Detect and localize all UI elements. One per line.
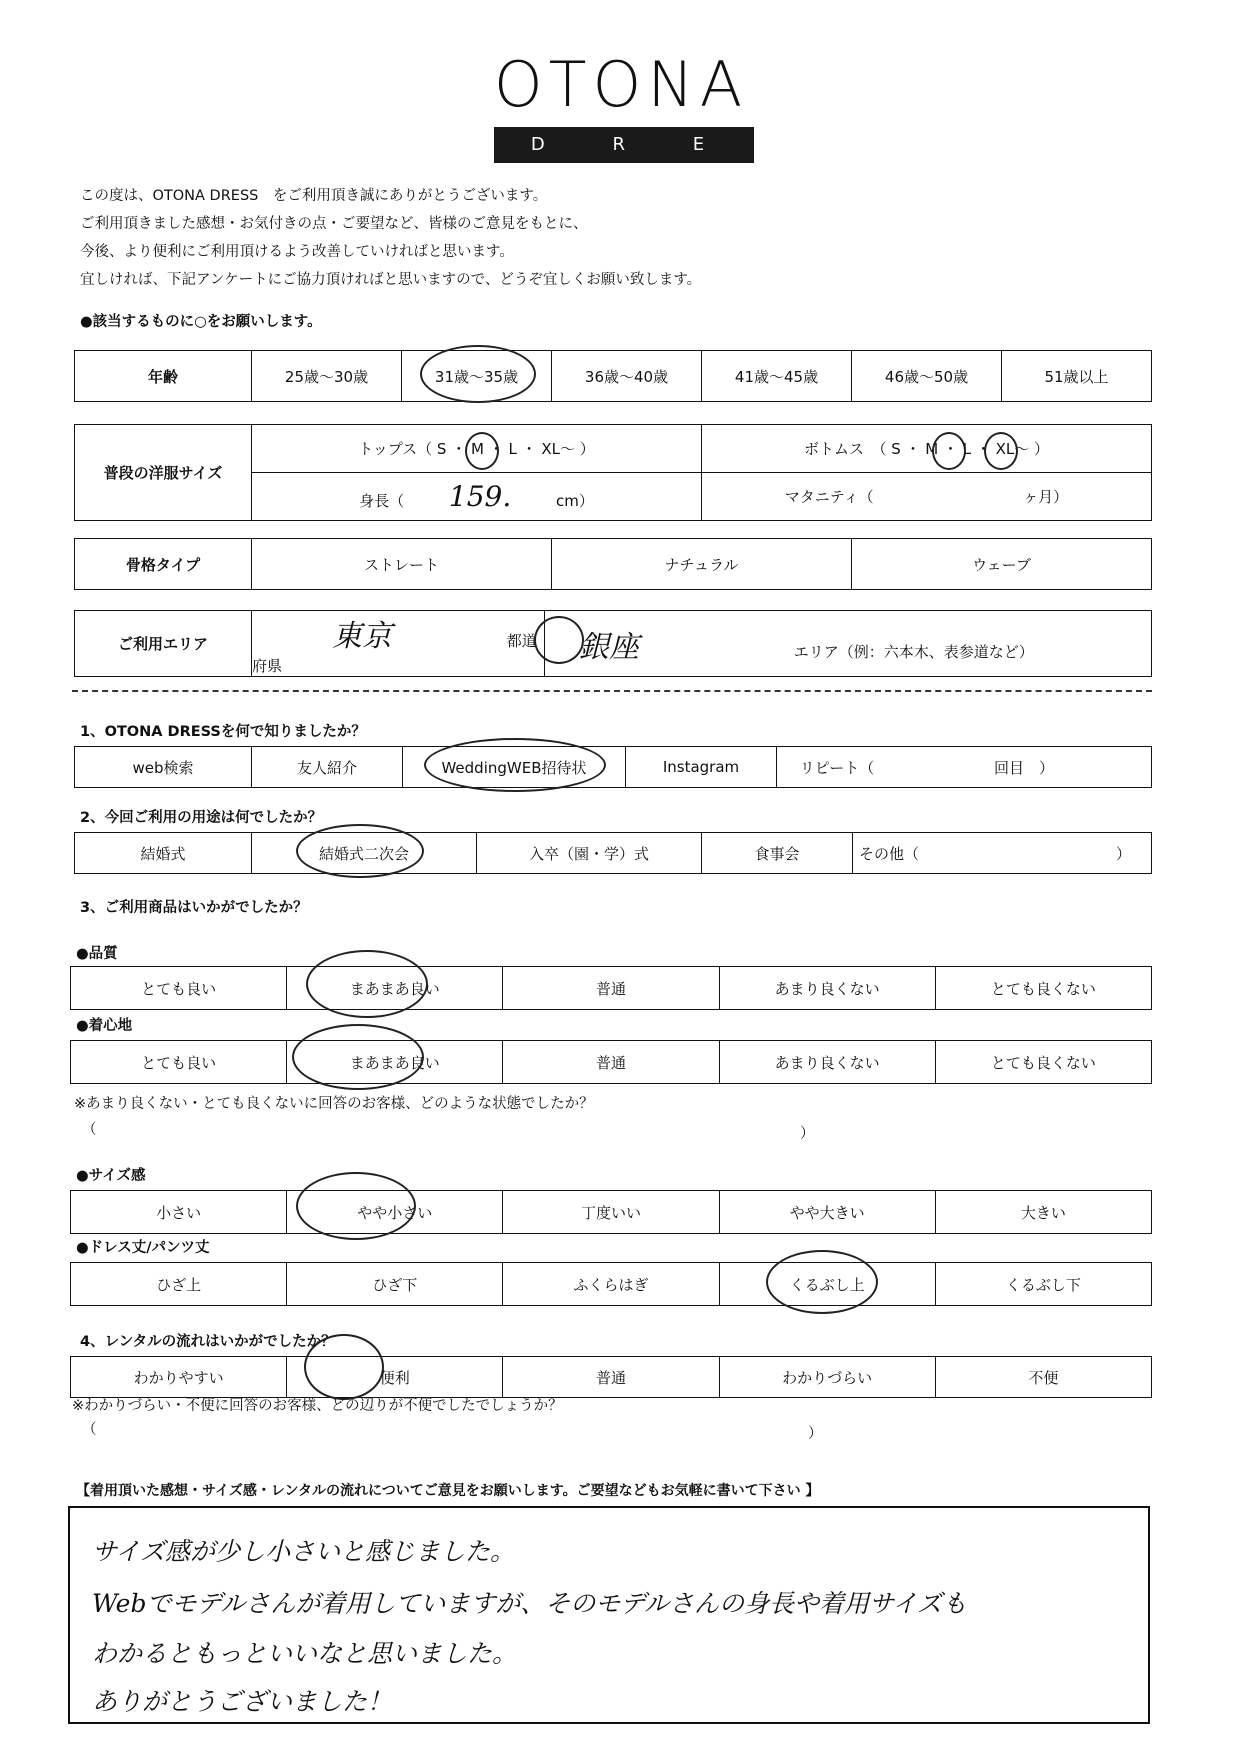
comfort-label: ●着心地 <box>76 1018 133 1034</box>
age-option[interactable]: 25歳～30歳 <box>252 351 402 402</box>
quality-option[interactable]: とても良くない <box>935 967 1151 1010</box>
comment-line: ありがとうございました！ <box>92 1687 393 1716</box>
q1-title: 1、OTONA DRESSを何で知りましたか？ <box>80 724 366 740</box>
q1-table <box>74 746 1152 788</box>
height-value: 159. <box>448 480 512 513</box>
fit-label: ●サイズ感 <box>76 1168 146 1184</box>
selection-circle <box>292 1024 424 1090</box>
selection-circle <box>306 950 428 1018</box>
comfort-option[interactable]: 普通 <box>503 1041 719 1084</box>
age-option[interactable]: 46歳～50歳 <box>852 351 1002 402</box>
q2-title: 2、今回ご利用の用途は何でしたか？ <box>80 810 323 826</box>
selection-circle <box>304 1334 384 1400</box>
length-option[interactable]: ひざ下 <box>287 1263 503 1306</box>
fit-option[interactable]: やや小さい <box>287 1191 503 1234</box>
comfort-answer-open: （ <box>82 1122 97 1138</box>
area-table <box>74 610 1152 677</box>
age-option[interactable]: 41歳～45歳 <box>702 351 852 402</box>
q4-option[interactable]: わかりやすい <box>71 1357 287 1398</box>
area-label: ご利用エリア <box>75 611 252 677</box>
selection-circle <box>534 616 584 664</box>
fit-option[interactable]: 小さい <box>71 1191 287 1234</box>
q2-table <box>74 832 1152 874</box>
selection-circle <box>420 345 536 403</box>
length-option[interactable]: くるぶし下 <box>935 1263 1151 1306</box>
prefecture-label: 都道府県 <box>252 632 537 675</box>
q2-option-other[interactable] <box>853 833 1152 874</box>
area-example-label: エリア（例：六本木、表参道など） <box>793 642 1034 661</box>
quality-option[interactable]: 普通 <box>503 967 719 1010</box>
comfort-option[interactable]: あまり良くない <box>719 1041 935 1084</box>
fit-option[interactable]: 大きい <box>935 1191 1151 1234</box>
selection-circle <box>984 432 1018 470</box>
prefecture-value: 東京 <box>332 619 392 654</box>
q1-option-repeat[interactable]: リピート（ <box>777 747 898 788</box>
q1-option[interactable]: 友人紹介 <box>252 747 403 788</box>
intro-line: この度は、OTONA DRESS をご利用頂き誠にありがとうございます。 <box>80 188 548 204</box>
intro-line: 今後、より便利にご利用頂けるよう改善していければと思います。 <box>80 244 514 260</box>
comfort-option[interactable]: とても良くない <box>935 1041 1151 1084</box>
comfort-note: ※あまり良くない・とても良くないに回答のお客様、どのような状態でしたか？ <box>74 1096 594 1112</box>
intro-line: 宜しければ、下記アンケートにご協力頂ければと思いますので、どうぞ宜しくお願い致します。 <box>80 272 702 288</box>
age-option[interactable]: 31歳～35歳 <box>402 351 552 402</box>
age-table <box>74 350 1152 402</box>
comment-title: 【着用頂いた感想・サイズ感・レンタルの流れについてご意見をお願いします。ご要望などもお気軽に書いて下さい 】 <box>76 1483 820 1499</box>
q3-title: 3、ご利用商品はいかがでしたか？ <box>80 900 308 916</box>
quality-option[interactable]: あまり良くない <box>719 967 935 1010</box>
comment-line: わかるともっといいなと思いました。 <box>92 1639 518 1668</box>
height-field[interactable] <box>252 473 702 521</box>
q4-answer-open: （ <box>82 1422 97 1438</box>
intro-text <box>80 182 701 294</box>
fit-option[interactable]: 丁度いい <box>503 1191 719 1234</box>
selection-circle <box>766 1250 878 1314</box>
q4-option[interactable]: 普通 <box>503 1357 719 1398</box>
q2-other-label: その他（ <box>859 844 920 863</box>
selection-circle <box>932 432 966 470</box>
body-type-option[interactable]: ウェーブ <box>852 539 1152 590</box>
q1-option[interactable]: web検索 <box>75 747 252 788</box>
q4-option[interactable]: わかりづらい <box>719 1357 935 1398</box>
selection-circle <box>296 824 424 878</box>
q4-note: ※わかりづらい・不便に回答のお客様、どの辺りが不便でしたでしょうか？ <box>72 1398 563 1414</box>
length-option[interactable]: ふくらはぎ <box>503 1263 719 1306</box>
length-option[interactable]: ひざ上 <box>71 1263 287 1306</box>
comfort-option[interactable]: まあまあ良い <box>287 1041 503 1084</box>
quality-option[interactable]: まあまあ良い <box>287 967 503 1010</box>
fit-option[interactable]: やや大きい <box>719 1191 935 1234</box>
fit-table <box>70 1190 1152 1234</box>
selection-circle <box>296 1172 416 1240</box>
comfort-answer-close: ） <box>800 1126 815 1142</box>
q4-title: 4、レンタルの流れはいかがでしたか？ <box>80 1334 336 1350</box>
comment-line: サイズ感が少し小さいと感じました。 <box>92 1537 516 1566</box>
age-label: 年齢 <box>75 351 252 402</box>
age-option[interactable]: 36歳～40歳 <box>552 351 702 402</box>
brand-sub-logo: D R E S S <box>494 127 754 163</box>
area-value: 銀座 <box>579 629 639 665</box>
bottoms-size-field[interactable]: ボトムス （ S ・ M ・ L ・ XL～ ） <box>702 425 1152 473</box>
maternity-field[interactable] <box>702 473 1152 521</box>
q2-other-close: ） <box>1115 844 1131 863</box>
height-label: 身長（ <box>359 492 405 510</box>
comfort-option[interactable]: とても良い <box>71 1041 287 1084</box>
body-type-option[interactable]: ストレート <box>252 539 552 590</box>
q4-table <box>70 1356 1152 1398</box>
divider <box>72 690 1152 692</box>
area-field[interactable] <box>545 611 1152 677</box>
quality-option[interactable]: とても良い <box>71 967 287 1010</box>
maternity-label: マタニティ（ <box>784 488 874 506</box>
q2-option[interactable]: 食事会 <box>702 833 853 874</box>
q2-option[interactable]: 結婚式 <box>75 833 252 874</box>
age-option[interactable]: 51歳以上 <box>1002 351 1152 402</box>
selection-circle <box>465 432 499 470</box>
q4-answer-close: ） <box>808 1426 823 1442</box>
body-type-table <box>74 538 1152 590</box>
prefecture-field[interactable] <box>252 611 545 677</box>
body-type-label: 骨格タイプ <box>75 539 252 590</box>
quality-table <box>70 966 1152 1010</box>
comfort-table <box>70 1040 1152 1084</box>
q1-option[interactable]: WeddingWEB招待状 <box>403 747 626 788</box>
length-label: ●ドレス丈/パンツ丈 <box>76 1240 210 1256</box>
quality-label: ●品質 <box>76 946 118 962</box>
selection-circle <box>424 738 606 792</box>
q1-option-repeat-count: 回目 ） <box>897 747 1152 788</box>
tops-size-field[interactable]: トップス（ S ・ M ・ L ・ XL～ ） <box>252 425 702 473</box>
q2-option[interactable]: 入卒（園・学）式 <box>477 833 702 874</box>
instruction-heading: ●該当するものに○をお願いします。 <box>80 314 322 330</box>
maternity-unit: ヶ月） <box>1023 488 1069 506</box>
intro-line: ご利用頂きました感想・お気付きの点・ご要望など、皆様のご意見をもとに、 <box>80 216 588 232</box>
length-option[interactable]: くるぶし上 <box>719 1263 935 1306</box>
q1-option[interactable]: Instagram <box>626 747 777 788</box>
body-type-option[interactable]: ナチュラル <box>552 539 852 590</box>
q4-option[interactable]: 不便 <box>935 1357 1151 1398</box>
comment-line: Webでモデルさんが着用していますが、そのモデルさんの身長や着用サイズも <box>92 1589 967 1618</box>
brand-logo: OTONA <box>493 48 749 121</box>
size-label: 普段の洋服サイズ <box>75 425 252 521</box>
length-table <box>70 1262 1152 1306</box>
height-unit: cm） <box>556 492 594 510</box>
q4-option[interactable]: 便利 <box>287 1357 503 1398</box>
q2-option[interactable]: 結婚式二次会 <box>252 833 477 874</box>
